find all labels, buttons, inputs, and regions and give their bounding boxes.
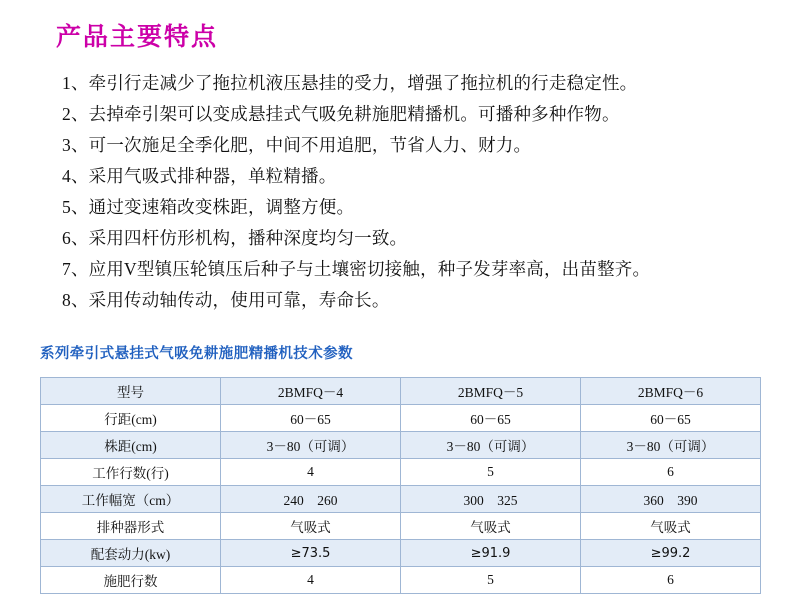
table-cell: ≥91.9 (401, 540, 581, 567)
table-cell: 3－80（可调） (401, 432, 581, 459)
list-item: 5、通过变速箱改变株距，调整方便。 (62, 197, 355, 217)
table-header-cell: 型号 (41, 378, 221, 405)
table-cell: 6 (581, 459, 761, 486)
table-cell: 3－80（可调） (221, 432, 401, 459)
table-cell: 3－80（可调） (581, 432, 761, 459)
table-cell: 气吸式 (221, 513, 401, 540)
table-row (41, 486, 761, 513)
list-item: 6、采用四杆仿形机构，播种深度均匀一致。 (62, 228, 408, 248)
page-title: 产品主要特点 (56, 22, 219, 51)
list-item: 4、采用气吸式排种器，单粒精播。 (62, 166, 337, 186)
table-cell: 6 (581, 567, 761, 594)
spec-table (40, 377, 761, 594)
table-cell: 工作幅宽（cm） (41, 486, 221, 513)
table-cell: 工作行数(行) (41, 459, 221, 486)
table-cell: 60－65 (221, 405, 401, 432)
table-row (41, 432, 761, 459)
table-cell: 240 260 (221, 486, 401, 513)
table-header-row (41, 378, 761, 405)
table-cell: 60－65 (581, 405, 761, 432)
table-cell: 60－65 (401, 405, 581, 432)
table-cell: 气吸式 (581, 513, 761, 540)
table-cell: 5 (401, 567, 581, 594)
table-cell: 株距(cm) (41, 432, 221, 459)
list-item: 3、可一次施足全季化肥，中间不用追肥，节省人力、财力。 (62, 135, 532, 155)
list-item: 7、应用V型镇压轮镇压后种子与土壤密切接触，种子发芽率高，出苗整齐。 (62, 259, 651, 279)
table-cell: 配套动力(kw) (41, 540, 221, 567)
table-header-cell: 2BMFQ－4 (221, 378, 401, 405)
table-row (41, 405, 761, 432)
table-cell: 300 325 (401, 486, 581, 513)
table-row (41, 540, 761, 567)
list-item: 8、采用传动轴传动，使用可靠，寿命长。 (62, 290, 390, 310)
table-cell: 4 (221, 459, 401, 486)
table-row (41, 459, 761, 486)
table-header-cell: 2BMFQ－6 (581, 378, 761, 405)
table-cell: 5 (401, 459, 581, 486)
feature-list (40, 68, 760, 316)
table-cell: ≥73.5 (221, 540, 401, 567)
table-row (41, 513, 761, 540)
table-cell: 4 (221, 567, 401, 594)
list-item: 2、去掉牵引架可以变成悬挂式气吸免耕施肥精播机。可播种多种作物。 (62, 104, 620, 124)
table-cell: 360 390 (581, 486, 761, 513)
list-item: 1、牵引行走减少了拖拉机液压悬挂的受力，增强了拖拉机的行走稳定性。 (62, 73, 638, 93)
section-title: 系列牵引式悬挂式气吸免耕施肥精播机技术参数 (40, 346, 353, 362)
table-cell: 排种器形式 (41, 513, 221, 540)
table-row (41, 567, 761, 594)
table-cell: 行距(cm) (41, 405, 221, 432)
table-cell: 施肥行数 (41, 567, 221, 594)
table-header-cell: 2BMFQ－5 (401, 378, 581, 405)
table-cell: 气吸式 (401, 513, 581, 540)
table-cell: ≥99.2 (581, 540, 761, 567)
